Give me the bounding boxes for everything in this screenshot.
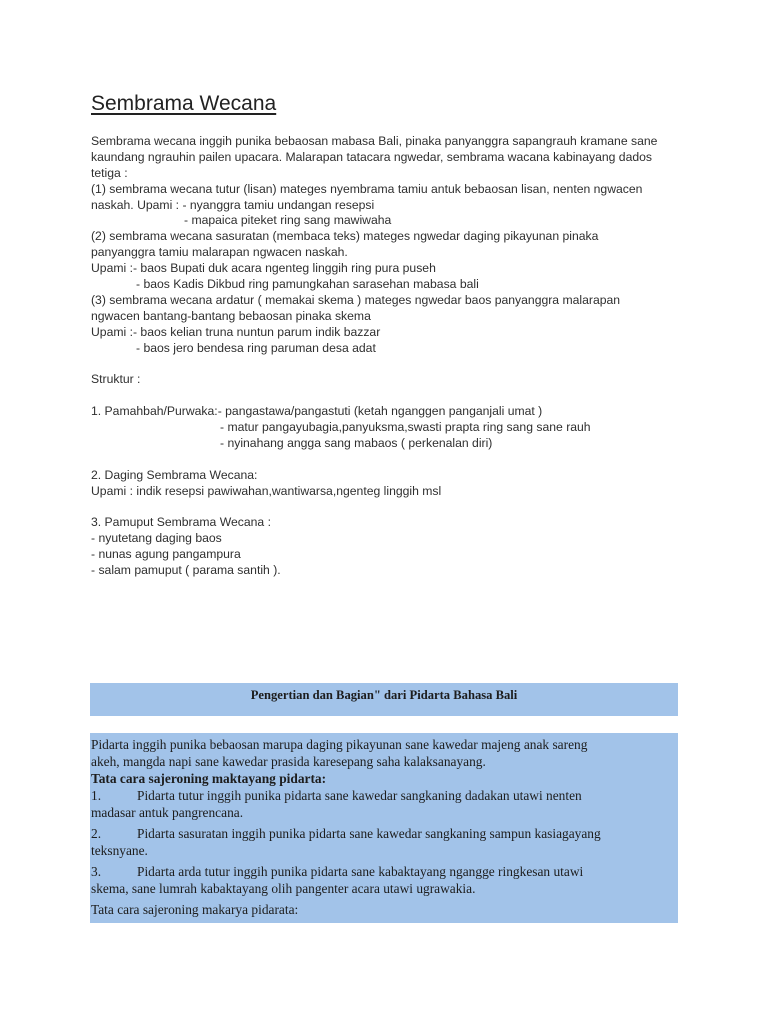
list-item: 1. Pidarta tutur inggih punika pidarta sane kawedar sangkaning dadakan utawi nenten [91, 788, 582, 803]
type-line: - baos jero bendesa ring paruman desa adat [136, 340, 376, 355]
struktur-line: 3. Pamuput Sembrama Wecana : [91, 515, 271, 530]
type-line: - baos Kadis Dikbud ring pamungkahan sarasehan mabasa bali [136, 277, 479, 292]
list-item-continuation: teksnyane. [91, 843, 148, 858]
pidarta-definition: Pidarta inggih punika bebaosan marupa daging pikayunan sane kawedar majeng anak sareng [91, 737, 588, 752]
sembrama-body [91, 134, 691, 579]
intro-line: kaundang ngrauhin pailen upacara. Malarapan tatacara ngwedar, sembrama wacana kabinayang dados [91, 149, 653, 164]
pidarta-definition: akeh, mangda napi sane kawedar prasida karesepang saha kalaksanayang. [91, 754, 486, 769]
type-line: (1) sembrama wecana tutur (lisan) mateges nyembrama tamiu antuk bebaosan lisan, nenten ngwacen [91, 181, 643, 196]
pidarta-heading: Pengertian dan Bagian" dari Pidarta Bahasa Bali [90, 683, 678, 716]
type-line: (2) sembrama wecana sasuratan (membaca teks) mateges ngwedar daging pikayunan pinaka [91, 229, 599, 244]
struktur-line: - nunas agung pangampura [91, 547, 241, 562]
spacer [91, 499, 691, 515]
spacer [91, 452, 691, 468]
type-line: naskah. Upami : - nyanggra tamiu undangan resepsi [91, 197, 375, 212]
list-item: 2. Pidarta sasuratan inggih punika pidarta sane kawedar sangkaning sampun kasiagayang [91, 826, 601, 841]
spacer [91, 388, 691, 404]
type-line: Upami :- baos Bupati duk acara ngenteg linggih ring pura puseh [91, 261, 436, 276]
type-line: - mapaica piteket ring sang mawiwaha [184, 213, 392, 228]
intro-line: tetiga : [91, 165, 128, 180]
type-line: Upami :- baos kelian truna nuntun parum indik bazzar [91, 324, 381, 339]
spacer [91, 356, 691, 372]
struktur-line: 1. Pamahbah/Purwaka:- pangastawa/pangastuti (ketah nganggen panganjali umat ) [91, 404, 543, 419]
struktur-line: 2. Daging Sembrama Wecana: [91, 467, 258, 482]
struktur-line: Upami : indik resepsi pawiwahan,wantiwarsa,ngenteg linggih msl [91, 483, 442, 498]
struktur-line: - nyinahang angga sang mabaos ( perkenalan diri) [220, 435, 493, 450]
struktur-heading: Struktur : [91, 372, 141, 387]
document-title: Sembrama Wecana [91, 92, 277, 115]
type-line: ngwacen bantang-bantang bebaosan pinaka skema [91, 308, 371, 323]
list-item: 3. Pidarta arda tutur inggih punika pidarta sane kabaktayang ngangge ringkesan utawi [91, 864, 584, 879]
type-line: panyanggra tamiu malarapan ngwacen naskah. [91, 245, 348, 260]
struktur-line: - matur pangayubagia,panyuksma,swasti prapta ring sang sane rauh [220, 420, 591, 435]
type-line: (3) sembrama wecana ardatur ( memakai skema ) mateges ngwedar baos panyanggra malarapan [91, 292, 621, 307]
list-item-continuation: madasar antuk pangrencana. [91, 805, 244, 820]
list-item-continuation: skema, sane lumrah kabaktayang olih pangenter acara utawi ugrawakia. [91, 881, 476, 896]
pidarta-content [90, 733, 678, 923]
pidarta-subheading: Tata cara sajeroning maktayang pidarta: [91, 771, 327, 786]
intro-line: Sembrama wecana inggih punika bebaosan mabasa Bali, pinaka panyanggra sapangrauh kramane sane [91, 134, 658, 148]
pidarta-footer: Tata cara sajeroning makarya pidarata: [91, 902, 299, 917]
struktur-line: - nyutetang daging baos [91, 531, 222, 546]
struktur-line: - salam pamuput ( parama santih ). [91, 563, 281, 578]
